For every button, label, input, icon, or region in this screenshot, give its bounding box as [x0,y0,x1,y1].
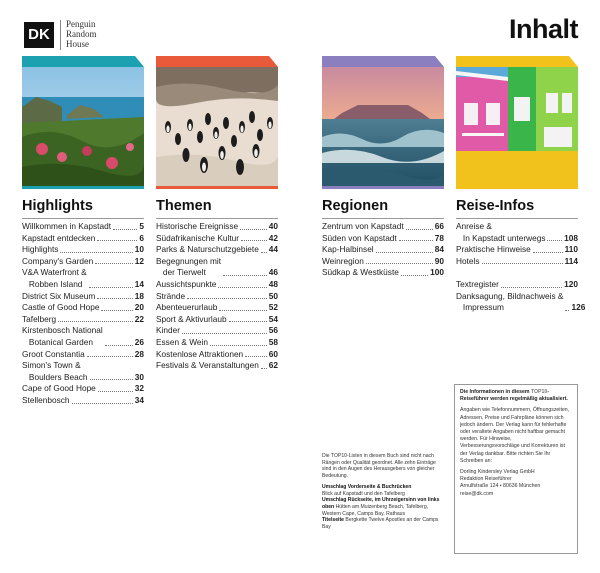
entry-page: 12 [134,255,144,266]
entry-page: 40 [268,221,278,231]
dot-leader [261,368,267,369]
heading-underline [22,218,144,219]
entry-label: Kapstadt entdecken [22,232,96,243]
themen-photo [156,67,278,186]
toc-entry[interactable] [156,256,278,279]
cover-credits [322,453,442,531]
info-body: Angaben wie Telefonnummern, Öffnungszeiten, Adressen, Preise und Fahrpläne können sich jedoch ändern. Der Verlag kann für fehlerhafte oder veraltete Angaben nicht haftbar gemacht werden. Für Hinweise, Verbesserungsvorschläge und Korrekturen ist der Verlag dankbar. Bitte richten Sie Ihr Schreiben an: [460,407,570,464]
title-page-credit [322,517,442,530]
publisher-line-3: House [66,39,89,49]
entry-label: Cape of Good Hope [22,383,96,394]
entry-label: Stellenbosch [22,394,70,405]
section-heading: Themen [156,198,212,214]
entry-page: 30 [134,371,144,382]
toc-entry[interactable] [156,244,278,256]
section-heading: Regionen [322,198,389,214]
entry-label: Kirstenbosch National Botanical Garden [22,325,103,347]
entry-page: 42 [268,232,278,243]
dot-leader [72,403,133,404]
toc-entry[interactable] [22,267,144,290]
dot-leader [245,356,267,357]
dot-leader [376,252,433,253]
dot-leader [533,252,563,253]
back-cover-label: Umschlag Rückseite, im Uhrzeigersinn von links oben [322,497,440,510]
dot-leader [406,229,433,230]
top10-mark: TOP10 [530,389,548,395]
entry-label: Zentrum von Kapstadt [322,221,404,231]
toc-entry[interactable] [156,302,278,314]
toc-list [156,221,278,372]
toc-entry[interactable] [456,244,578,256]
entry-label: Castle of Good Hope [22,302,100,313]
entry-page: 18 [134,290,144,301]
dot-leader [210,345,267,346]
section-heading: Highlights [22,198,93,214]
entry-page: 32 [134,383,144,394]
section-rule [156,186,278,189]
dot-leader [60,252,132,253]
top10-note: Die TOP10-Listen in diesem Buch sind nicht nach Rängen oder Qualität geordnet. Alle zehn Einträge sind in den Augen des Herausgebers von gleicher Bedeutung. [322,453,436,480]
dot-leader [187,298,267,299]
section-highlights [22,56,144,407]
toc-spacer [456,267,578,279]
section-tab [156,56,278,67]
dot-leader [547,240,562,241]
entry-page: 46 [268,267,278,278]
title-page-text: Bergkette Twelve Apostles an der Camps Bay [322,517,439,531]
section-rule [456,186,578,189]
entry-page: 100 [430,267,444,278]
entry-label: Simon's Town & Boulders Beach [22,360,88,382]
entry-label: Hotels [456,255,480,266]
highlights-photo [22,67,144,186]
entry-page: 114 [564,255,578,266]
heading-underline [456,218,578,219]
entry-label: Tafelberg [22,313,57,324]
entry-label: Praktische Hinweise [456,244,531,255]
publisher-logo-text [66,19,97,49]
entry-label: Parks & Naturschutzgebiete [156,244,259,255]
section-tab [456,56,578,67]
dot-leader [97,240,137,241]
entry-page: 66 [434,221,444,231]
toc-entry[interactable] [22,244,144,256]
entry-label: Historische Ereignisse [156,221,239,231]
dot-leader [89,287,133,288]
reise-infos-photo [456,67,578,186]
update-info-box [454,384,578,554]
toc-entry[interactable] [156,291,278,303]
dot-leader [482,263,563,264]
section-regionen [322,56,444,279]
entry-page: 120 [564,278,578,289]
toc-list [322,221,444,279]
entry-page: 10 [134,244,144,255]
toc-entry[interactable] [22,302,144,314]
entry-page: 62 [268,360,278,371]
section-rule [322,186,444,189]
section-tab [22,56,144,67]
section-rule [22,186,144,189]
toc-entry[interactable] [456,221,578,244]
section-heading: Reise-Infos [456,198,535,214]
entry-label: Kinder [156,325,180,336]
entry-label: Essen & Wein [156,336,208,347]
entry-label: Anreise & In Kapstadt unterwegs [456,221,546,243]
entry-page: 52 [268,302,278,313]
toc-entry[interactable] [22,360,144,383]
page-title: Inhalt [509,14,578,44]
entry-page: 56 [268,325,278,336]
toc-entry[interactable] [156,279,278,291]
toc-entry[interactable] [322,244,444,256]
entry-page: 14 [134,278,144,289]
entry-page: 58 [268,336,278,347]
toc-entry[interactable] [156,325,278,337]
dot-leader [97,298,132,299]
toc-entry[interactable] [156,349,278,361]
toc-entry[interactable] [156,314,278,326]
info-lead [460,389,572,403]
toc-entry[interactable] [22,383,144,395]
toc-entry[interactable] [22,349,144,361]
toc-entry[interactable] [322,221,444,233]
dot-leader [98,391,133,392]
publisher-line-2: Random [66,29,97,39]
address-line-2: Redaktion Reiseführer [460,476,512,483]
logo-divider [60,20,61,50]
dot-leader [218,287,266,288]
entry-page: 126 [571,302,586,313]
entry-page: 28 [134,348,144,359]
dot-leader [241,240,267,241]
toc-entry[interactable] [456,290,586,314]
toc-entry[interactable] [156,337,278,349]
entry-page: 20 [134,302,144,313]
section-tab [322,56,444,67]
entry-page: 108 [564,232,578,243]
entry-label: Festivals & Veranstaltungen [156,360,259,371]
toc-entry[interactable] [22,395,144,407]
toc-entry[interactable] [156,221,278,233]
entry-label: Weinregion [322,255,364,266]
contact-email[interactable]: reise@dk.com [460,490,494,497]
info-lead-start: Die Informationen in diesem [460,389,531,395]
entry-label: Strände [156,290,186,301]
heading-underline [156,218,278,219]
toc-entry[interactable] [156,233,278,245]
toc-entry[interactable] [456,279,578,291]
toc-entry[interactable] [22,314,144,326]
dot-leader [366,263,433,264]
dot-leader [87,356,133,357]
entry-page: 48 [268,278,278,289]
dot-leader [105,345,133,346]
dot-leader [182,333,267,334]
regionen-photo [322,67,444,186]
entry-label: Südafrikanische Kultur [156,232,240,243]
info-lead-end: -Reiseführer werden regelmäßig aktualisiert. [460,389,568,403]
entry-page: 50 [268,290,278,301]
dot-leader [240,229,267,230]
heading-underline [322,218,444,219]
toc-list [22,221,144,407]
back-cover-text: Hütten am Muizenberg Beach, Tafelberg, Western Cape, Camps Bay, Rathaus [322,503,429,517]
title-page-label: Titelseite [322,517,344,524]
dk-logo: DK [24,22,54,48]
entry-page: 90 [434,255,444,266]
entry-page: 84 [434,244,444,255]
entry-label: Begegnungen mit der Tierwelt [156,255,222,278]
dot-leader [219,310,266,311]
entry-page: 26 [134,336,144,347]
dot-leader [565,310,569,311]
entry-label: Kap-Halbinsel [322,244,374,255]
toc-entry[interactable] [22,233,144,245]
entry-page: 60 [268,348,278,359]
entry-label: Willkommen in Kapstadt [22,221,111,231]
entry-label: District Six Museum [22,290,96,301]
back-cover-credit [322,497,442,517]
entry-label: Aussichtspunkte [156,278,217,289]
dot-leader [229,321,267,322]
address-line-1: Dorling Kindersley Verlag GmbH [460,469,535,476]
entry-label: Südkap & Westküste [322,267,399,278]
dot-leader [95,263,133,264]
entry-page: 22 [134,313,144,324]
dot-leader [58,321,133,322]
dot-leader [113,229,137,230]
front-cover-credit [322,484,442,497]
entry-page: 44 [268,244,278,255]
toc-entry[interactable] [22,291,144,303]
dot-leader [261,252,267,253]
dot-leader [101,310,132,311]
dot-leader [401,275,428,276]
entry-label: Textregister [456,278,499,289]
toc-list [456,221,586,314]
entry-page: 54 [268,313,278,324]
toc-entry[interactable] [22,325,144,348]
entry-label: Groot Constantia [22,348,85,359]
toc-entry[interactable] [322,267,444,279]
dot-leader [90,379,133,380]
entry-label: Danksagung, Bildnachweis & Impressum [456,290,564,313]
section-reise-infos [456,56,586,314]
dot-leader [501,287,562,288]
publisher-line-1: Penguin [66,19,96,29]
toc-entry[interactable] [22,221,144,233]
entry-page: 6 [139,232,144,243]
entry-label: Abenteuerurlaub [156,302,218,313]
entry-label: V&A Waterfront & Robben Island [22,267,87,289]
entry-label: Sport & Aktivurlaub [156,313,227,324]
entry-label: Highlights [22,244,59,255]
toc-entry[interactable] [156,360,278,372]
entry-page: 78 [434,232,444,243]
front-cover-text: Blick auf Kapstadt und den Tafelberg [322,490,405,497]
entry-label: Süden von Kapstadt [322,232,397,243]
toc-entry[interactable] [322,233,444,245]
toc-entry[interactable] [322,256,444,268]
entry-page: 34 [134,394,144,405]
dot-leader [399,240,433,241]
entry-page: 5 [139,221,144,231]
entry-label: Company's Garden [22,255,94,266]
entry-label: Kostenlose Attraktionen [156,348,244,359]
dot-leader [223,275,267,276]
toc-entry[interactable] [456,256,578,268]
entry-page: 110 [564,244,578,255]
front-cover-label: Umschlag Vorderseite & Buchrücken [322,483,412,490]
address-line-3: Arnulfstraße 124 • 80636 München [460,483,541,490]
section-themen [156,56,278,372]
toc-entry[interactable] [22,256,144,268]
